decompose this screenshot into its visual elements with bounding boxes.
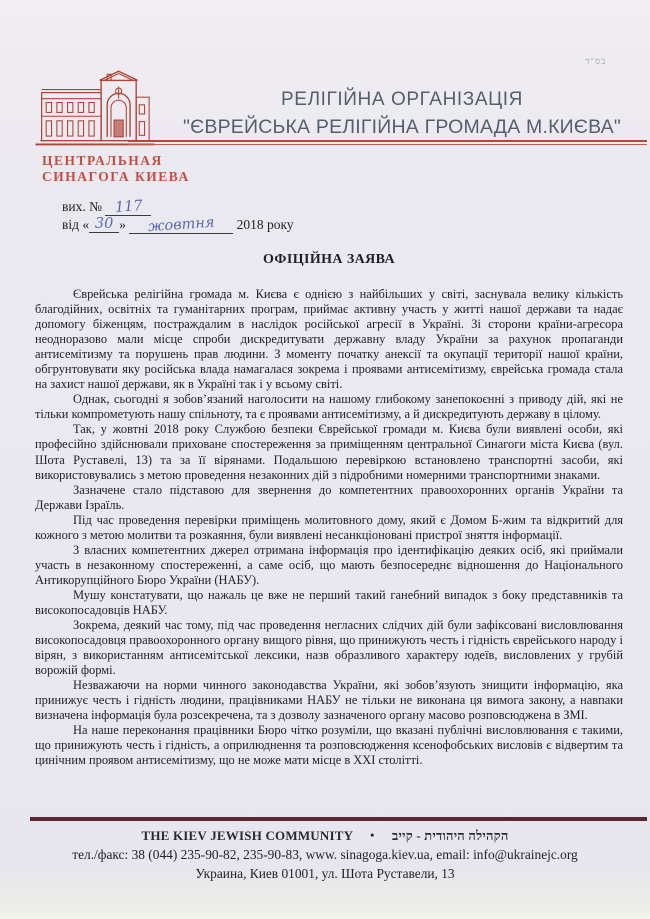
paragraph: Так, у жовтні 2018 року Службою безпеки Єврейської громади м. Києва були виявлені особи, які професійно здійснювали приховане спостереження за приміщенням центральної Синагоги міста Києва (вул. Шота Руставелі, 13) та за її вірянами. Подальшою перевіркою встановлено транспортні засоби, які використовувались з метою проведення незаконних дій з підробними номерними транспортними знаками. (35, 422, 623, 482)
paragraph: Зазначене стало підставою для звернення до компетентних правоохоронних органів України та Держави Ізраїль. (35, 482, 623, 512)
outgoing-number-label: вих. № (62, 199, 102, 214)
header-divider (128, 140, 647, 145)
statement-body (35, 287, 623, 769)
reference-block (62, 198, 294, 234)
paragraph: Однак, сьогодні я зобов’язаний наголосити на нашому глибокому занепокоєнні з приводу дій, які не тільки компрометують нашу спільноту, та є проявами антисемітизму, а й дискредитують державу в цілому. (35, 392, 623, 422)
paragraph: Зокрема, деякий час тому, під час проведення негласних слідчих дій були зафіксовані висловлювання високопосадовця правоохоронного органу вищого рівня, що принижують честь і гідність єврейського народу і вірян, з використанням антисемітської лексики, назв образливого характеру юдеїв, висловлених у грубій ворожій формі. (35, 618, 623, 678)
community-name-english: THE KIEV JEWISH COMMUNITY (141, 828, 353, 843)
footer-divider (30, 817, 647, 821)
paragraph: Єврейська релігійна громада м. Києва є однією з найбільших у світі, заснувала велику кількість благодійних, освітніх та гуманітарних програм, приймає активну участь у житті нашої держави та надає допомогу біженцям, постраждалим в наслідок російської агресії в Україні. Зі сторони країни-агресора неодноразово мали місце спроби дискредитувати державну владу України за рахунок пропаганди антисемітизму та порушень прав людини. З моменту початку анексії та окупації території нашої країни, обгрунтовувати яку російська влада намагалася зокрема і проявами антисемітизму, єврейська громада стала на захист нашої держави, як в Україні так і у всьому світі. (35, 287, 623, 392)
paragraph: На наше переконання працівники Бюро чітко розуміли, що вказані публічні висловлювання є такими, що принижують честь і гідність, а оприлюднення та розповсюдження ксенофобських висловів є відвертим та цинічним проявом антисемітизму, що не може мати місце в ХХІ столітті. (35, 723, 623, 768)
organization-title (160, 89, 644, 139)
bullet-separator: • (370, 828, 375, 842)
date-day-blank (89, 216, 119, 233)
logo-caption (42, 153, 242, 184)
date-year: 2018 року (236, 217, 294, 232)
handwritten-outgoing-number: 117 (113, 198, 143, 216)
footer-contacts: тел./факс: 38 (044) 235-90-82, 235-90-83, www. sinagoga.kiev.ua, email: info@ukrainejc.org (72, 847, 578, 862)
handwritten-month: жовтня (147, 214, 216, 236)
logo-caption-line2: СИНАГОГА КИЕВА (42, 168, 190, 184)
synagogue-logo (34, 68, 156, 150)
outgoing-number-blank (105, 199, 151, 216)
logo-caption-line1: ЦЕНТРАЛЬНАЯ (42, 153, 163, 168)
footer-community-line (0, 828, 650, 844)
date-month-blank (129, 214, 233, 236)
document-title: ОФІЦІЙНА ЗАЯВА (262, 252, 396, 267)
paragraph: Мушу констатувати, що нажаль це вже не перший такий ганебний випадок з боку представників та високопосадовців НАБУ. (35, 587, 623, 617)
handwritten-day: 30 (94, 216, 114, 232)
bsd-mark: בס"ד (584, 55, 607, 67)
paragraph: Незважаючи на норми чинного законодавства України, які зобов’язують знищити інформацію, яка принижує честь і гідність людини, працівниками НАБУ не тільки не виконана ця вимога закону, а навпаки визначена інформація була розсекречена, та з дозволу зазначеного органу масово розповсюджена в ЗМІ. (35, 678, 623, 723)
organization-title-line1: РЕЛІГІЙНА ОРГАНІЗАЦІЯ (281, 89, 523, 110)
date-prefix: від « (62, 217, 90, 232)
synagogue-building-icon (34, 68, 156, 150)
paragraph: З власних компетентних джерел отримана інформація про ідентифікацію деяких осіб, які приймали участь в незаконному спостереженні, а саме осіб, що мають безпосереднє відношення до Національного Антикорупційного Бюро України (НАБУ). (35, 542, 623, 587)
date-close-quote: » (119, 217, 126, 232)
organization-title-line2: "ЄВРЕЙСЬКА РЕЛІГІЙНА ГРОМАДА М.КИЄВА" (183, 116, 621, 138)
community-name-hebrew: הקהילה היהודית - קייב (392, 828, 509, 843)
footer-address: Украина, Киев 01001, ул. Шота Руставели, 13 (195, 866, 455, 881)
paragraph: Під час проведення перевірки приміщень молитовного дому, який є Домом Б-жим та відкритий для кожного з метою молитви та розкаяння, були виявлені несанкціоновані пристрої зняття інформації. (35, 512, 623, 542)
